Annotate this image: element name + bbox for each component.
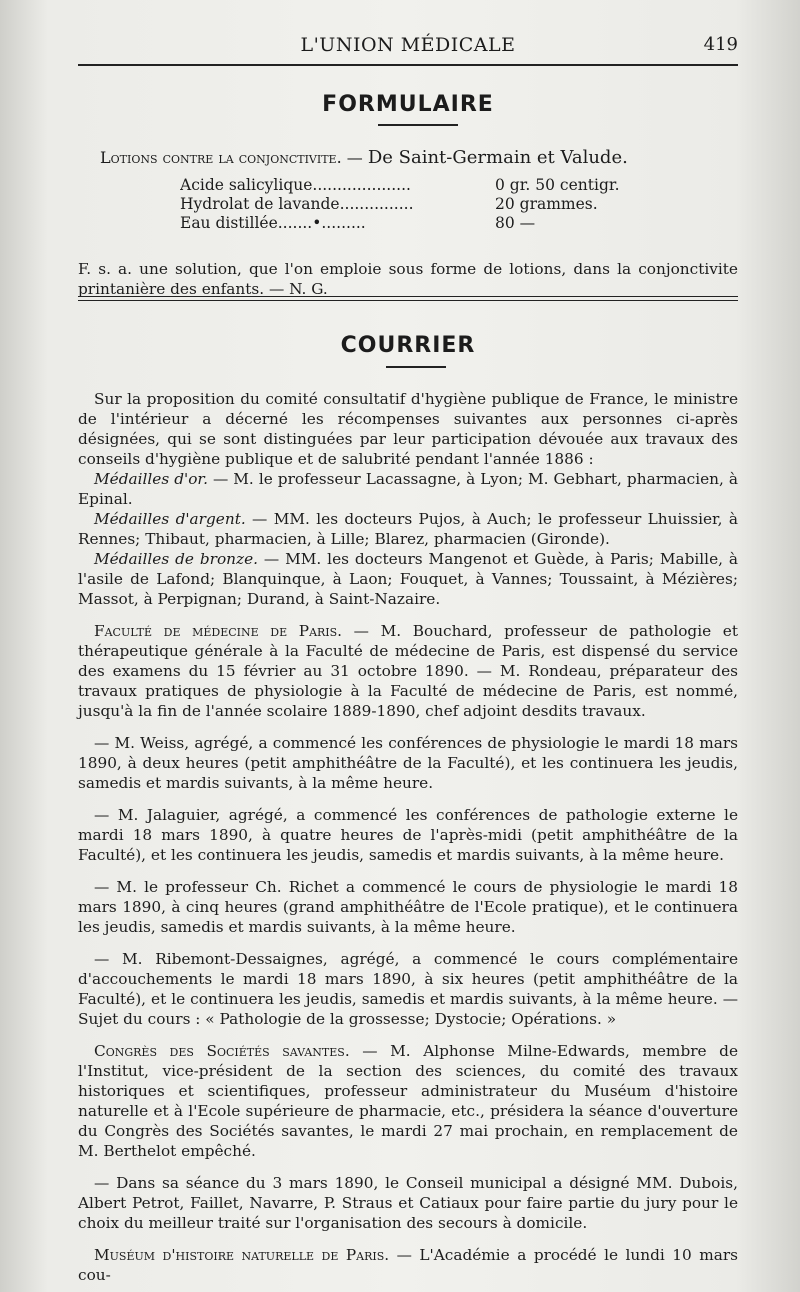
weiss-paragraph: — M. Weiss, agrégé, a commencé les conférences de physiologie le mardi 18 mars 1890, à deux heures (petit amphithéâtre de la Faculté), et les continuera les jeudis, samedis et mardis suivants, à la même heure. xyxy=(78,734,738,792)
ingredient-row xyxy=(180,176,620,195)
formula-dash: — xyxy=(341,148,368,167)
museum-text: — L'Académie a procédé le lundi 10 mars cou- xyxy=(78,1246,738,1284)
formula-name: Lotions contre la conjonctivite. xyxy=(100,148,342,167)
ingredient-row xyxy=(180,214,620,233)
ingredient-name: Eau distillée xyxy=(180,214,278,232)
ingredient-dose: 20 grammes. xyxy=(495,195,598,213)
congres-paragraph xyxy=(78,1041,738,1161)
ingredient-name: Acide salicylique xyxy=(180,176,313,194)
formulaire-title-rule xyxy=(378,124,458,126)
museum-label: Muséum d'histoire naturelle de Paris. xyxy=(94,1246,390,1264)
ingredient-leader: .......•......... xyxy=(277,214,366,232)
award-text: — MM. les docteurs Pujos, à Auch; le professeur Lhuissier, à Rennes; Thibaut, pharmacien, à Lille; Blarez, pharmacien (Gironde). xyxy=(78,510,738,548)
ingredient-dose: 80 — xyxy=(495,214,536,232)
journal-name: L'UNION MÉDICALE xyxy=(300,34,516,56)
award-label: Médailles d'argent. xyxy=(94,510,246,528)
award-label: Médailles d'or. xyxy=(94,470,208,488)
page-number: 419 xyxy=(703,34,738,55)
courrier-title: COURRIER xyxy=(340,333,476,358)
running-head xyxy=(78,30,738,60)
award-text: — M. le professeur Lacassagne, à Lyon; M. Gebhart, pharmacien, à Epinal. xyxy=(78,470,738,508)
awards-intro: Sur la proposition du comité consultatif d'hygiène publique de France, le ministre de l'intérieur a décerné les récompenses suivantes aux personnes ci-après désignées, qui se sont distinguées par leur participation dévouée aux travaux des conseils d'hygiène publique et de salubrité pendant l'année 1886 : xyxy=(78,390,738,468)
section-divider-top xyxy=(78,296,738,297)
header-rule xyxy=(78,64,738,66)
ingredient-name: Hydrolat de lavande xyxy=(180,195,340,213)
ribemont-paragraph: — M. Ribemont-Dessaignes, agrégé, a commencé le cours complémentaire d'accouchements le mardi 18 mars 1890, à six heures (petit amphithéâtre de la Faculté), et le continuera les jeudis, samedis et mardis suivants, à la même heure. — Sujet du cours : « Pathologie de la grossesse; Dystocie; Opérations. » xyxy=(78,950,738,1028)
ingredient-row xyxy=(180,195,620,214)
congres-text: — M. Alphonse Milne-Edwards, membre de l'Institut, vice-président de la section des sciences, du comité des travaux historiques et scientifiques, professeur administrateur du Muséum d'histoire naturelle et à l'Ecole supérieure de pharmacie, etc., présidera la séance d'ouverture du Congrès des Sociétés savantes, le mardi 27 mai prochain, en remplacement de M. Berthelot empêché. xyxy=(78,1042,738,1160)
formula-heading xyxy=(100,147,722,168)
museum-paragraph xyxy=(78,1245,738,1285)
faculte-text: — M. Bouchard, professeur de pathologie et thérapeutique générale à la Faculté de médecine de Paris, est dispensé du service des examens du 15 février au 31 octobre 1890. — M. Rondeau, préparateur des travaux pratiques de physiologie à la Faculté de médecine de Paris, est nommé, jusqu'à la fin de l'année scolaire 1889-1890, chef adjoint desdits travaux. xyxy=(78,622,738,720)
jalaguier-paragraph: — M. Jalaguier, agrégé, a commencé les conférences de pathologie externe le mardi 18 mars 1890, à quatre heures de l'après-midi (petit amphithéâtre de la Faculté), et les continuera les jeudis, samedis et mardis suivants, à la même heure. xyxy=(78,806,738,864)
formula-ingredients xyxy=(180,176,620,233)
ingredient-leader: ............... xyxy=(339,195,414,213)
faculte-paragraph xyxy=(78,621,738,721)
courrier-body xyxy=(78,389,738,1285)
formulaire-title: FORMULAIRE xyxy=(322,92,494,117)
ingredient-leader: .................... xyxy=(312,176,411,194)
award-silver xyxy=(78,509,738,549)
section-divider-bottom xyxy=(78,300,738,301)
formula-authors: De Saint-Germain et Valude. xyxy=(367,147,628,168)
richet-paragraph: — M. le professeur Ch. Richet a commencé le cours de physiologie le mardi 18 mars 1890, à cinq heures (grand amphithéâtre de l'Ecole pratique), et le continuera les jeudis, samedis et mardis suivants, à la même heure. xyxy=(78,878,738,936)
faculte-label: Faculté de médecine de Paris. xyxy=(94,622,343,640)
award-bronze xyxy=(78,549,738,609)
award-label: Médailles de bronze. xyxy=(94,550,258,568)
conseil-paragraph: — Dans sa séance du 3 mars 1890, le Conseil municipal a désigné MM. Dubois, Albert Petrot, Faillet, Navarre, P. Straus et Catiaux pour faire partie du jury pour le choix du meilleur traité sur l'organisation des secours à domicile. xyxy=(78,1174,738,1232)
ingredient-dose: 0 gr. 50 centigr. xyxy=(495,176,620,194)
formula-instructions: F. s. a. une solution, que l'on emploie sous forme de lotions, dans la conjonctivite printanière des enfants. — N. G. xyxy=(78,260,738,299)
award-gold xyxy=(78,469,738,509)
award-text: — MM. les docteurs Mangenot et Guède, à Paris; Mabille, à l'asile de Lafond; Blanquinque, à Laon; Fouquet, à Vannes; Toussaint, à Mézières; Massot, à Perpignan; Durand, à Saint-Nazaire. xyxy=(78,550,739,608)
congres-label: Congrès des Sociétés savantes. xyxy=(94,1042,350,1060)
courrier-title-rule xyxy=(386,366,446,368)
